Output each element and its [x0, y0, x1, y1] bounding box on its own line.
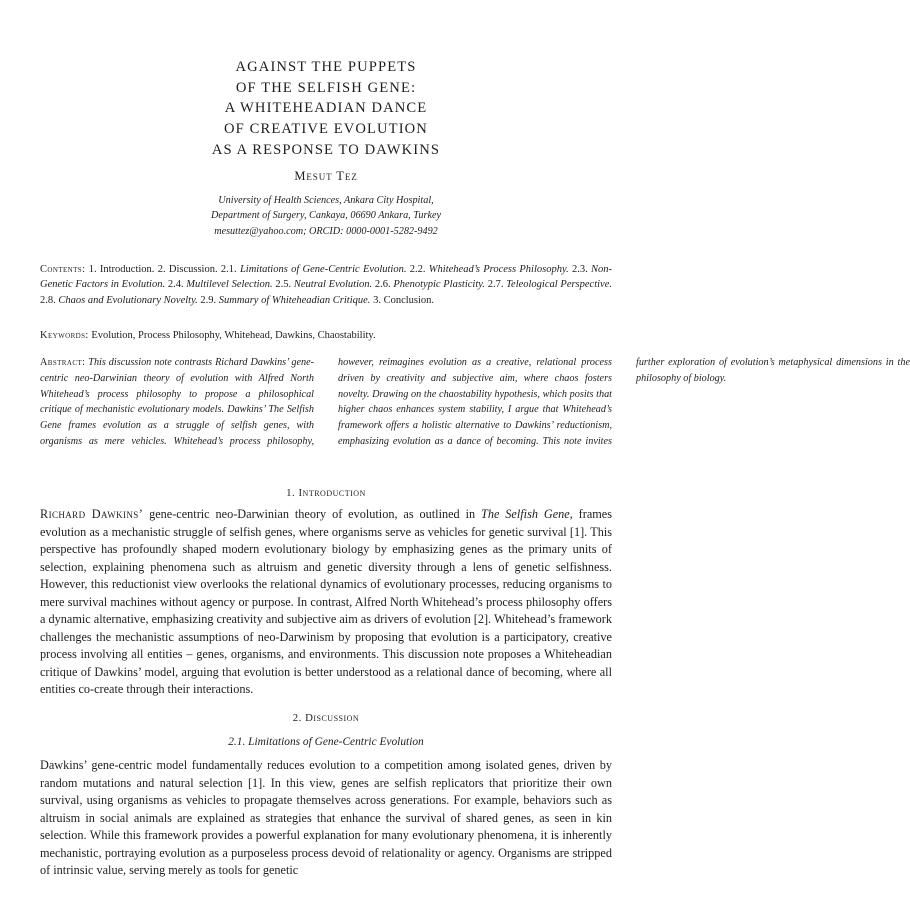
intro-text-before: gene-centric neo-Darwinian theory of evolution, as outlined in — [143, 507, 482, 521]
title-line: OF CREATIVE EVOLUTION — [224, 121, 428, 138]
abstract-text: This discussion note contrasts Richard Dawkins’ gene-centric neo-Darwinian theory of evolution with Alfred North Whitehead’s process philosophy to propose a philosophical critique of mechanistic evolutionary models. Dawkins’ The Selfish Gene frames evolution as a struggle of selfish genes, with organisms as mere vehicles. Whitehead’s process philosophy, however, reimagines evolution as a creative, relational process driven by creativity and subjective aim, where chaos fosters novelty. Drawing on the chaostability hypothesis, which posits that higher chaos enhances system stability, I argue that Whitehead’s framework offers a holistic alternative to Dawkins’ reductionism, emphasizing evolution as a dance of becoming. This note invites further exploration of evolution’s metaphysical dimensions in the philosophy of biology. — [40, 357, 910, 447]
contents-item: Phenotypic Plasticity. — [393, 279, 485, 291]
contents-item: 2.3. — [571, 264, 588, 275]
keywords — [40, 328, 612, 343]
title-line: AS A RESPONSE TO DAWKINS — [211, 141, 441, 158]
contents-item: 2.7. — [487, 279, 504, 291]
contents-item: 2.5. — [275, 279, 292, 291]
contents-item: 1. Introduction. — [88, 264, 155, 275]
contents-item: Summary of Whiteheadian Critique. — [218, 294, 371, 306]
contents-item: 2.6. — [374, 279, 391, 291]
contents-item: Multilevel Selection. — [186, 279, 273, 291]
abstract-label: Abstract: — [40, 357, 86, 368]
intro-lead: Richard Dawkins’ — [40, 507, 144, 521]
author-affiliation — [40, 193, 612, 239]
keywords-text: Evolution, Process Philosophy, Whitehead, Dawkins, Chaostability. — [91, 330, 376, 341]
discussion-heading: 2. Discussion — [292, 712, 360, 724]
contents-item: 2.2. — [409, 264, 426, 275]
contents-item: Whitehead’s Process Philosophy. — [428, 264, 569, 275]
affiliation-line: Department of Surgery, Cankaya, 06690 Ankara, Turkey — [210, 210, 442, 222]
contents-label: Contents: — [40, 264, 86, 275]
title-line: A WHITEHEADIAN DANCE — [224, 100, 428, 117]
book-title: The Selfish Gene — [481, 507, 570, 521]
contents-item: 2. Discussion. — [157, 264, 218, 275]
contents-item: 2.9. — [200, 294, 217, 306]
contents-item: Teleological Perspective. — [506, 279, 612, 291]
contents-item: 2.8. — [40, 294, 56, 306]
contents-item: 2.4. — [167, 279, 184, 291]
contents-item: 2.1. — [220, 264, 237, 275]
contents-item: 3. Conclusion. — [373, 294, 435, 306]
intro-text-after: , frames evolution as a mechanistic struggle of selfish genes, where organisms serve as vehicles for genetic survival [1]. This perspective has profoundly shaped modern evolutionary biology by emphasizing genes as the primary units of selection, explaining phenomena such as altruism and genetic diversity through a lens of genetic selfishness. However, this reductionist view overlooks the relational dynamics of evolutionary processes, reducing organisms to mere survival machines without agency or purpose. In contrast, Alfred North Whitehead’s process philosophy offers a dynamic alternative, emphasizing creativity and subjective aim as drivers of evolution [2]. Whitehead’s framework challenges the mechanistic assumptions of neo-Darwinism by proposing that evolution is a participatory, creative process involving all entities – genes, organisms, and environments. This discussion note proposes a Whiteheadian critique of Dawkins’ model, arguing that evolution is better understood as a relational dance of becoming, where all entities co-create through their interactions. — [40, 507, 612, 696]
contents-item: Limitations of Gene-Centric Evolution. — [239, 264, 407, 275]
abstract — [40, 355, 910, 450]
affiliation-line: mesuttez@yahoo.com; ORCID: 0000-0001-5282-9492 — [214, 225, 438, 237]
subsection-heading: 2.1. Limitations of Gene-Centric Evolution — [228, 736, 424, 748]
paper-title — [40, 57, 612, 161]
title-line: AGAINST THE PUPPETS — [235, 59, 417, 75]
keywords-label: Keywords: — [40, 330, 89, 341]
affiliation-line: University of Health Sciences, Ankara City Hospital, — [218, 195, 434, 206]
title-line: OF THE SELFISH GENE: — [235, 79, 417, 96]
contents-item: Chaos and Evolutionary Novelty. — [58, 294, 198, 306]
author-name: Mesut Tez — [294, 169, 358, 183]
contents-item: Non-Genetic Factors in Evolution. — [40, 264, 613, 291]
introduction-paragraph — [40, 506, 612, 699]
contents-item: Neutral Evolution. — [293, 279, 373, 291]
table-of-contents — [40, 262, 612, 308]
introduction-heading: 1. Introduction — [286, 487, 366, 499]
discussion-paragraph: Dawkins’ gene-centric model fundamentally reduces evolution to a competition among isolated genes, driven by random mutations and natural selection [1]. In this view, genes are selfish replicators that prioritize their own survival, using organisms as vehicles to propagate themselves across generations. For example, behaviors such as altruism in social animals are explained as strategies that enhance the survival of shared genes, as seen in kin selection. While this framework provides a powerful explanation for many evolutionary phenomena, it is inherently mechanistic, portraying evolution as a purposeless process devoid of relationality or agency. Organisms are stripped of intrinsic value, serving merely as tools for genetic — [40, 758, 612, 877]
